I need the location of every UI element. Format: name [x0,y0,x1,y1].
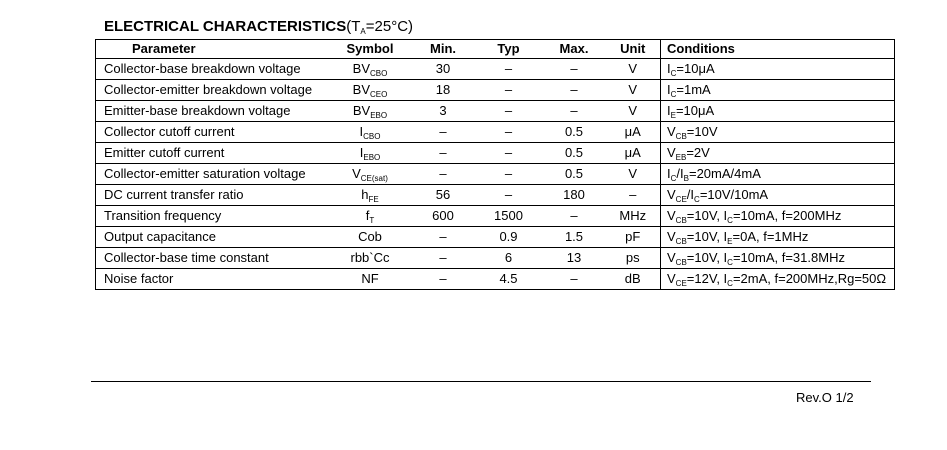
cell-symbol: Cob [329,227,412,248]
cell-max: 0.5 [543,164,606,185]
cell-unit: V [606,59,661,80]
table-row [96,143,895,164]
cell-min: 600 [412,206,475,227]
table-row [96,227,895,248]
cell-max: – [543,80,606,101]
cell-unit: V [606,164,661,185]
cell-conditions: $I_E=10\mu A$ [661,101,895,122]
cell-min: 56 [412,185,475,206]
table-header-row [96,40,895,59]
cell-parameter: Emitter cutoff current [96,143,329,164]
table-row [96,248,895,269]
cell-max: – [543,101,606,122]
cell-unit: – [606,185,661,206]
table-row [96,101,895,122]
cell-typ: 4.5 [475,269,543,290]
cell-conditions: $V_{EB}=2V$ [661,143,895,164]
cell-min: 30 [412,59,475,80]
cell-symbol: $BV_{CBO}$ [329,59,412,80]
cell-symbol: $I_{CBO}$ [329,122,412,143]
cell-typ: 6 [475,248,543,269]
cell-typ: – [475,101,543,122]
table-body [96,59,895,290]
cell-parameter: Output capacitance [96,227,329,248]
cell-unit: V [606,101,661,122]
cell-unit: ps [606,248,661,269]
cell-typ: 1500 [475,206,543,227]
cell-typ: – [475,80,543,101]
cell-typ: – [475,143,543,164]
cell-parameter: Collector-emitter saturation voltage [96,164,329,185]
cell-symbol: NF [329,269,412,290]
cell-typ: – [475,59,543,80]
column-header-unit: Unit [606,40,661,59]
cell-max: – [543,59,606,80]
footer-divider [91,381,871,382]
cell-unit: dB [606,269,661,290]
cell-symbol: $BV_{EBO}$ [329,101,412,122]
cell-max: 1.5 [543,227,606,248]
cell-conditions: $V_{CB}=10V$, $I_E=0A$, f=1MHz [661,227,895,248]
table-row [96,59,895,80]
cell-conditions: $I_C=10\mu A$ [661,59,895,80]
cell-conditions: $V_{CB}=10V$, $I_C=10mA$, f=31.8MHz [661,248,895,269]
section-title [104,18,413,35]
table-row [96,185,895,206]
cell-parameter: Collector-base breakdown voltage [96,59,329,80]
cell-typ: – [475,122,543,143]
cell-symbol: $h_{FE}$ [329,185,412,206]
cell-unit: μA [606,143,661,164]
column-header-min: Min. [412,40,475,59]
cell-symbol: $BV_{CEO}$ [329,80,412,101]
cell-conditions: $I_C=1mA$ [661,80,895,101]
cell-parameter: DC current transfer ratio [96,185,329,206]
cell-unit: μA [606,122,661,143]
cell-symbol: $I_{EBO}$ [329,143,412,164]
cell-parameter: Noise factor [96,269,329,290]
electrical-characteristics-table [95,39,895,290]
cell-max: 0.5 [543,122,606,143]
column-header-symbol: Symbol [329,40,412,59]
cell-typ: – [475,185,543,206]
cell-symbol: rbb`Cc [329,248,412,269]
cell-parameter: Collector cutoff current [96,122,329,143]
revision-label: Rev.O 1/2 [796,390,854,405]
cell-parameter: Collector-base time constant [96,248,329,269]
table-row [96,164,895,185]
cell-min: 18 [412,80,475,101]
cell-min: – [412,143,475,164]
cell-parameter: Collector-emitter breakdown voltage [96,80,329,101]
cell-conditions: $V_{CE}/I_C=10V/10mA$ [661,185,895,206]
cell-unit: pF [606,227,661,248]
cell-unit: MHz [606,206,661,227]
cell-conditions: $I_C/I_B=20mA/4mA$ [661,164,895,185]
cell-conditions: $V_{CB}=10V$ [661,122,895,143]
cell-min: – [412,122,475,143]
cell-max: 0.5 [543,143,606,164]
cell-parameter: Emitter-base breakdown voltage [96,101,329,122]
column-header-conditions: Conditions [661,40,895,59]
cell-unit: V [606,80,661,101]
column-header-parameter: Parameter [96,40,329,59]
table-row [96,122,895,143]
cell-min: – [412,248,475,269]
table-row [96,80,895,101]
cell-min: – [412,269,475,290]
temperature-condition: $(T_A=25^\circ C)$ [346,18,414,36]
cell-typ: – [475,164,543,185]
cell-max: 180 [543,185,606,206]
cell-conditions: $V_{CB}=10V$, $I_C=10mA$, f=200MHz [661,206,895,227]
cell-symbol: $f_T$ [329,206,412,227]
cell-parameter: Transition frequency [96,206,329,227]
cell-min: – [412,227,475,248]
cell-min: – [412,164,475,185]
column-header-max: Max. [543,40,606,59]
cell-max: – [543,269,606,290]
cell-symbol: $V_{CE(sat)}$ [329,164,412,185]
cell-conditions: $V_{CE}=12V$, $I_C=2mA$, f=200MHz,Rg=50Ω [661,269,895,290]
cell-typ: 0.9 [475,227,543,248]
cell-min: 3 [412,101,475,122]
table-row [96,269,895,290]
cell-max: – [543,206,606,227]
column-header-typ: Typ [475,40,543,59]
table-row [96,206,895,227]
cell-max: 13 [543,248,606,269]
section-title-text: ELECTRICAL CHARACTERISTICS [104,18,347,35]
